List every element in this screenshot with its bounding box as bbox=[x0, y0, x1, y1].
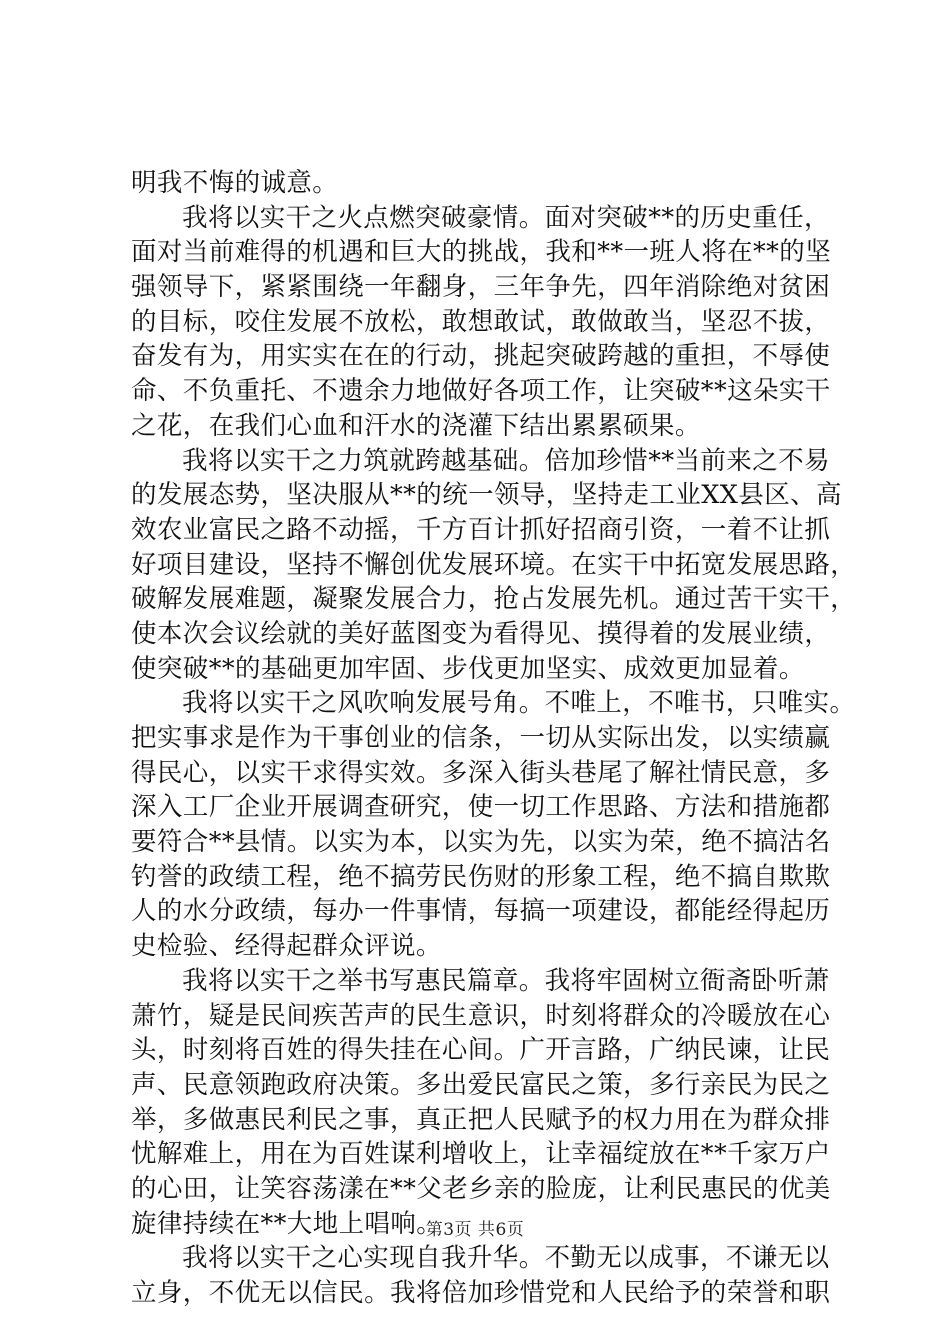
text-line: 旋律持续在**大地上唱响。 bbox=[131, 1208, 443, 1239]
text-line: 的目标，咬住发展不放松，敢想敢试，敢做敢当，坚忍不拔， bbox=[131, 306, 831, 337]
text-line: 我将以实干之火点燃突破豪情。面对突破**的历史重任， bbox=[182, 202, 830, 233]
text-line: 破解发展难题，凝聚发展合力，抢占发展先机。通过苦干实干， bbox=[131, 584, 857, 615]
text-line: 史检验、经得起群众评说。 bbox=[131, 931, 442, 962]
text-line: 我将以实干之心实现自我升华。不勤无以成事，不谦无以 bbox=[182, 1243, 830, 1274]
text-line: 好项目建设，坚持不懈创优发展环境。在实干中拓宽发展思路， bbox=[131, 549, 857, 580]
text-line: 萧竹，疑是民间疾苦声的民生意识，时刻将群众的冷暖放在心 bbox=[131, 1000, 831, 1031]
text-line: 深入工厂企业开展调查研究，使一切工作思路、方法和措施都 bbox=[131, 792, 831, 823]
text-line: 忧解难上，用在为百姓谋利增收上，让幸福绽放在**千家万户 bbox=[131, 1139, 831, 1170]
text-line: 的发展态势，坚决服从**的统一领导，坚持走工业XX县区、高 bbox=[131, 480, 842, 511]
text-line: 使本次会议绘就的美好蓝图变为看得见、摸得着的发展业绩， bbox=[131, 618, 831, 649]
text-line: 把实事求是作为干事创业的信条，一切从实际出发，以实绩赢 bbox=[131, 723, 831, 753]
text-line: 人的水分政绩，每办一件事情，每搞一项建设，都能经得起历 bbox=[131, 896, 831, 927]
text-line: 举，多做惠民利民之事，真正把人民赋予的权力用在为群众排 bbox=[131, 1104, 831, 1135]
text-line: 我将以实干之风吹响发展号角。不唯上，不唯书，只唯实。 bbox=[182, 688, 856, 719]
text-line: 面对当前难得的机遇和巨大的挑战，我和**一班人将在**的坚 bbox=[131, 237, 832, 268]
text-line: 立身，不优无以信民。我将倍加珍惜党和人民给予的荣誉和职 bbox=[131, 1278, 831, 1308]
text-line: 的心田，让笑容荡漾在**父老乡亲的脸庞，让利民惠民的优美 bbox=[131, 1173, 831, 1204]
text-line: 得民心，以实干求得实效。多深入街头巷尾了解社情民意，多 bbox=[131, 757, 831, 788]
text-line: 命、不负重托、不遗余力地做好各项工作，让突破**这朵实干 bbox=[131, 376, 831, 407]
text-line: 钓誉的政绩工程，绝不搞劳民伤财的形象工程，绝不搞自欺欺 bbox=[131, 861, 831, 892]
text-line: 明我不悔的诚意。 bbox=[131, 168, 339, 198]
text-line: 我将以实干之力筑就跨越基础。倍加珍惜**当前来之不易 bbox=[182, 445, 830, 476]
text-line: 强领导下，紧紧围绕一年翻身，三年争先，四年消除绝对贫困 bbox=[131, 272, 831, 303]
text-line: 之花，在我们心血和汗水的浇灌下结出累累硕果。 bbox=[131, 410, 701, 441]
text-line: 我将以实干之举书写惠民篇章。我将牢固树立衙斋卧听萧 bbox=[182, 965, 830, 996]
text-line: 使突破**的基础更加牢固、步伐更加坚实、成效更加显着。 bbox=[131, 653, 805, 684]
page-footer: 第3页 共6页 bbox=[425, 1220, 525, 1240]
text-line: 要符合**县情。以实为本，以实为先，以实为荣，绝不搞沽名 bbox=[131, 827, 831, 858]
text-line: 声、民意领跑政府决策。多出爱民富民之策，多行亲民为民之 bbox=[131, 1069, 831, 1100]
text-line: 效农业富民之路不动摇，千方百计抓好招商引资，一着不让抓 bbox=[131, 514, 831, 545]
text-line: 奋发有为，用实实在在的行动，挑起突破跨越的重担，不辱使 bbox=[131, 341, 831, 372]
text-line: 头，时刻将百姓的得失挂在心间。广开言路，广纳民谏，让民 bbox=[131, 1035, 831, 1066]
document-body bbox=[131, 166, 857, 1311]
